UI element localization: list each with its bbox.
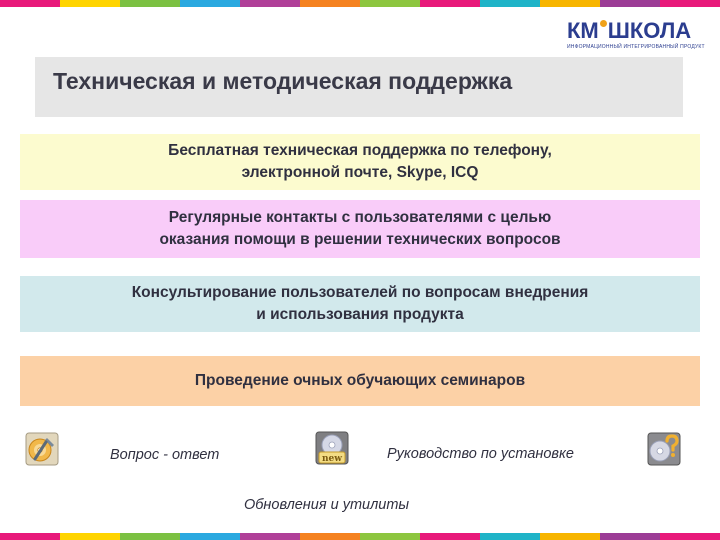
support-band-consulting: [20, 276, 700, 332]
cd-wrench-icon[interactable]: [25, 432, 59, 466]
install-guide-link[interactable]: Руководство по установке: [387, 446, 574, 462]
band-text-line: Бесплатная техническая поддержка по телефону,: [168, 142, 552, 159]
band-text-line: Регулярные контакты с пользователями с целью: [168, 209, 552, 226]
band-text-line: и использования продукта: [256, 306, 464, 323]
band-text-line: Консультирование пользователей по вопросам внедрения: [131, 284, 589, 301]
top-color-stripe: [0, 0, 720, 7]
title-panel: [35, 57, 683, 117]
bottom-color-stripe: [0, 533, 720, 540]
cd-new-icon[interactable]: [315, 431, 349, 465]
band-text-line: электронной почте, Skype, ICQ: [241, 164, 479, 181]
support-band-phone: [20, 134, 700, 190]
support-band-contacts: [20, 200, 700, 258]
km-school-logo: КМ ШКОЛА ИНФОРМАЦИОННЫЙ ИНТЕГРИРОВАННЫЙ ПРОДУКТ: [567, 20, 707, 52]
updates-link[interactable]: Обновления и утилиты: [244, 497, 410, 513]
band-text-line: оказания помощи в решении технических вопросов: [159, 231, 561, 248]
new-badge-text: new: [321, 454, 343, 464]
logo-tagline: ИНФОРМАЦИОННЫЙ ИНТЕГРИРОВАННЫЙ ПРОДУКТ: [567, 44, 705, 50]
qa-link[interactable]: Вопрос - ответ: [110, 447, 220, 463]
band-text-line: Проведение очных обучающих семинаров: [194, 372, 526, 389]
page-title: Техническая и методическая поддержка: [53, 68, 513, 94]
cd-question-icon[interactable]: [647, 432, 681, 466]
support-band-seminars: [20, 356, 700, 406]
